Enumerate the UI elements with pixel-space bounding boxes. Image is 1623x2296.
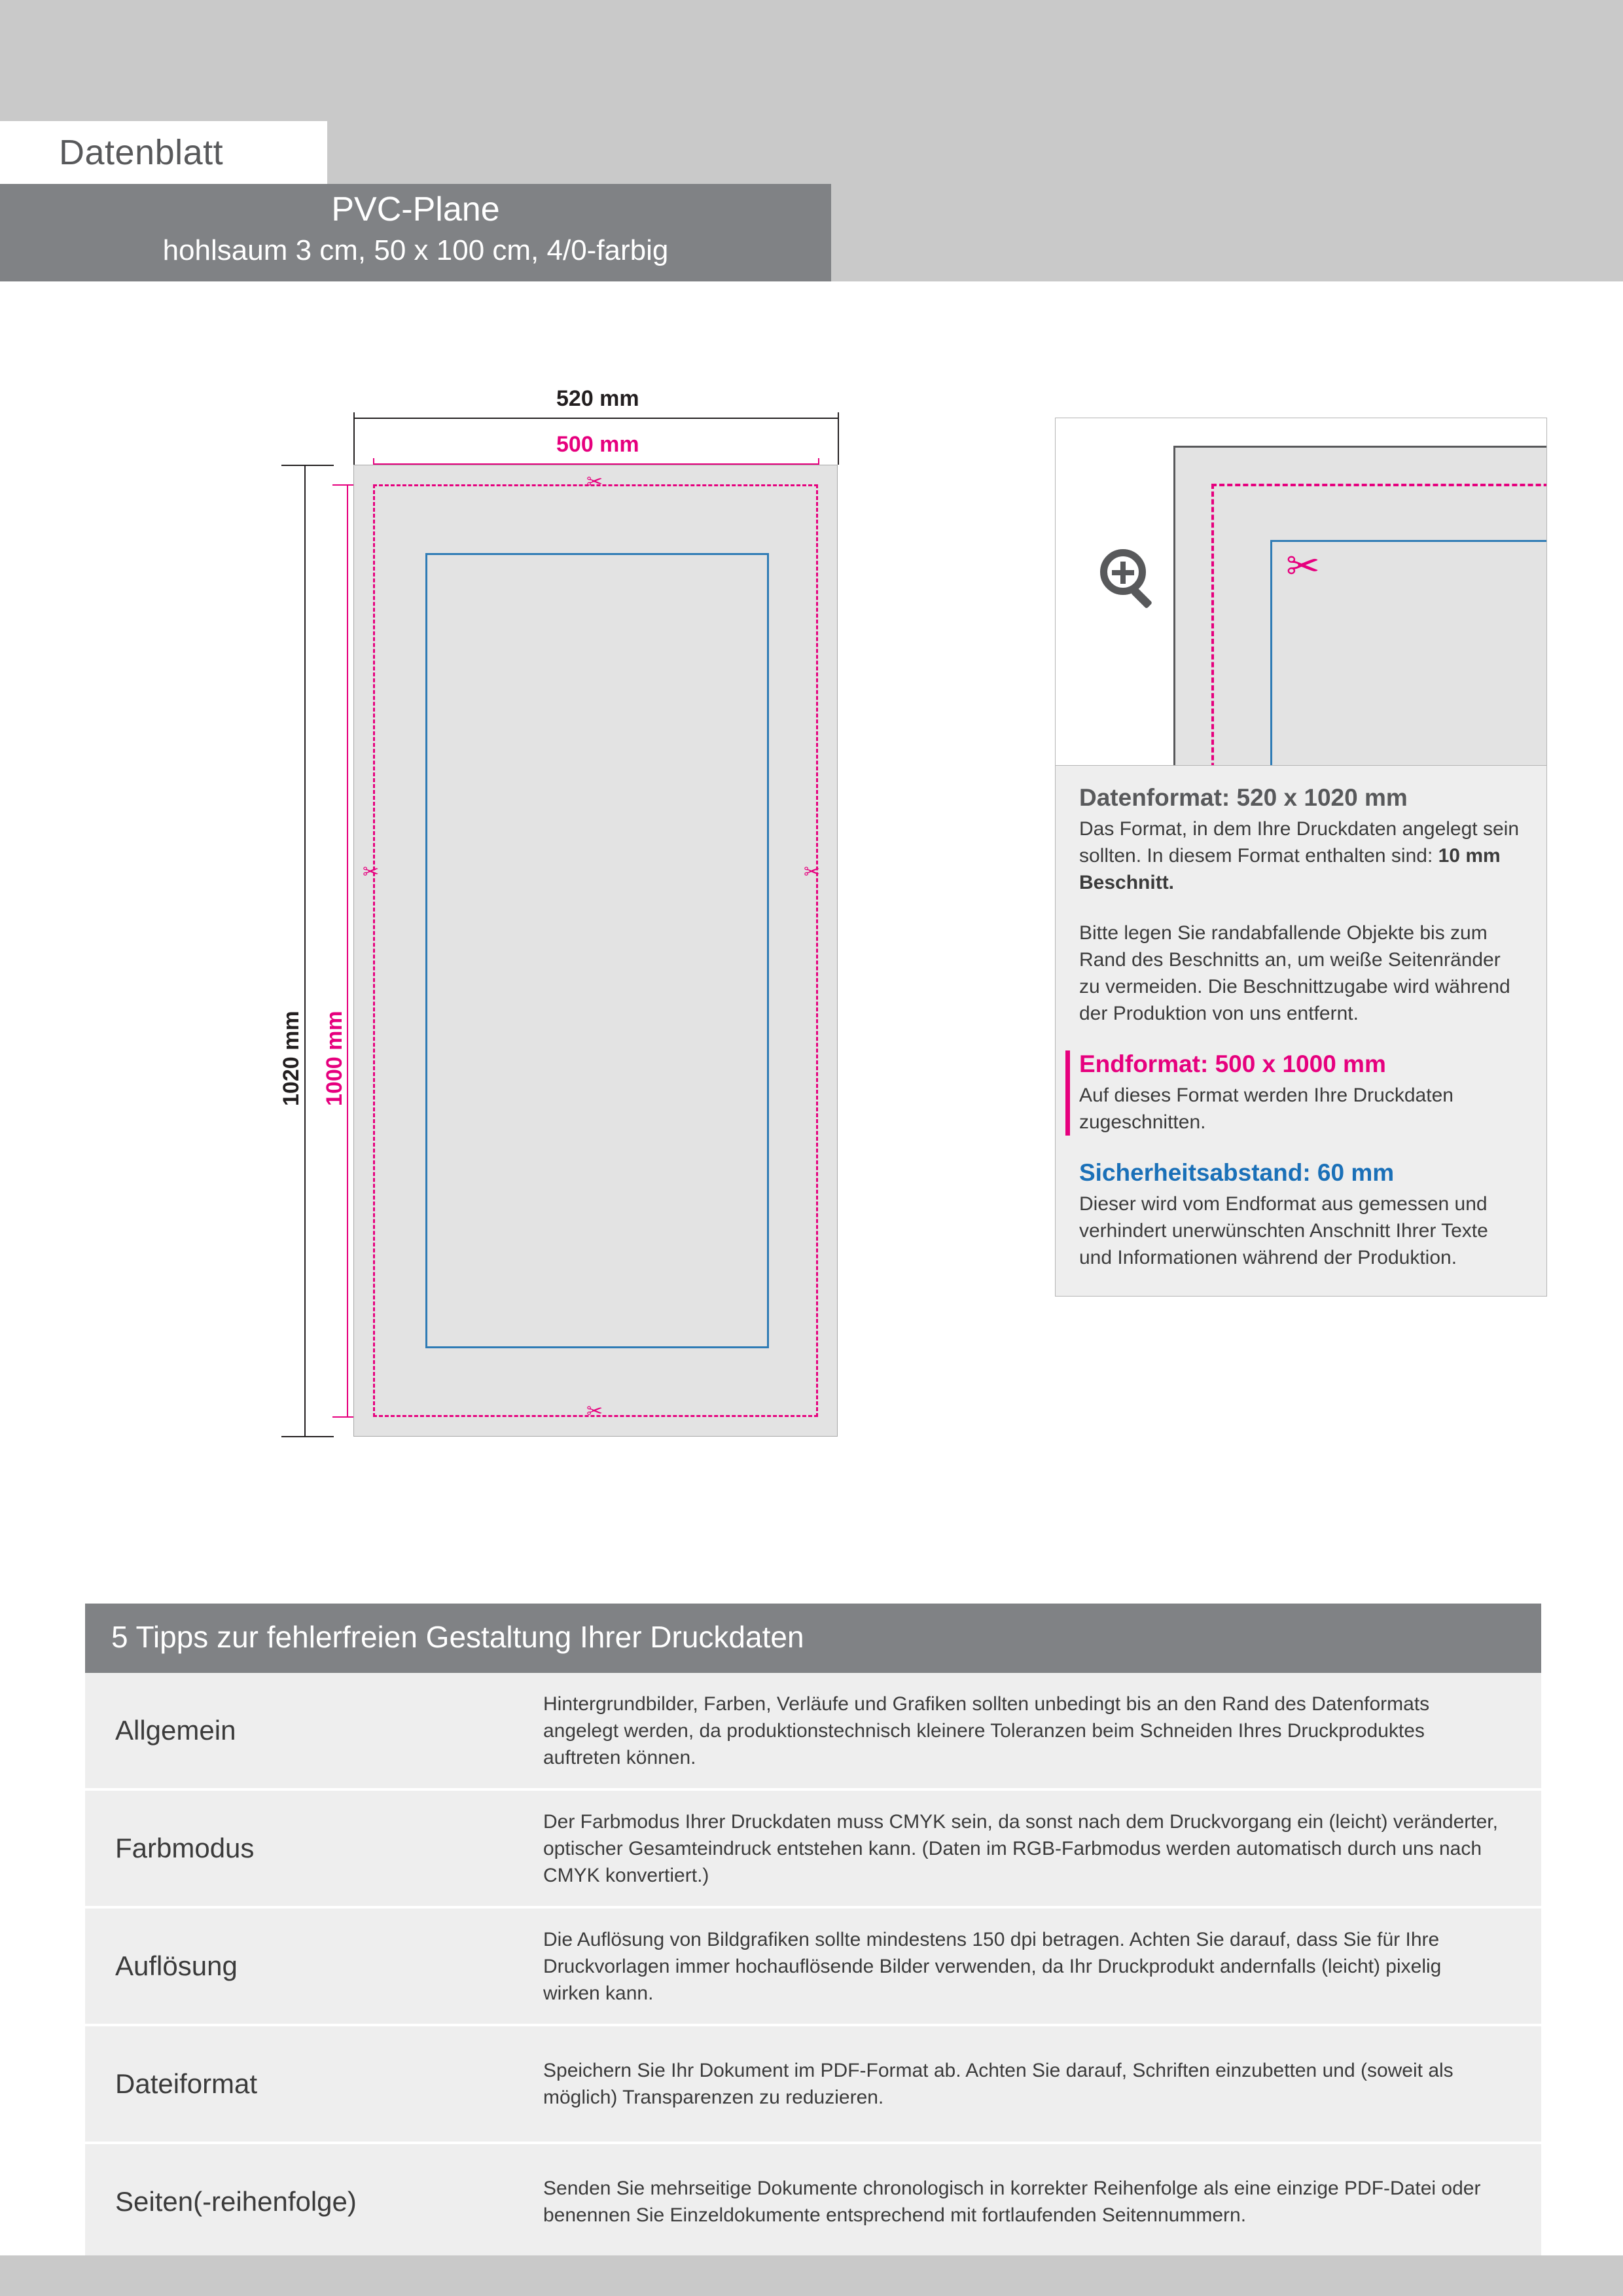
safety-distance-block — [1079, 1159, 1523, 1271]
datenblatt-label: Datenblatt — [59, 133, 224, 172]
table-row — [85, 2026, 1541, 2144]
table-row — [85, 1791, 1541, 1909]
datenblatt-tab — [0, 121, 327, 184]
tips-header: 5 Tipps zur fehlerfreien Gestaltung Ihrer Druckdaten — [85, 1604, 1541, 1673]
scissors-icon-bottom: ✂ — [586, 1401, 603, 1422]
scissors-icon-top: ✂ — [586, 471, 603, 493]
end-format-text: Auf dieses Format werden Ihre Druckdaten zugeschnitten. — [1079, 1085, 1454, 1133]
tip-label: Auflösung — [115, 1950, 238, 1981]
width-bleed-tick-left — [353, 412, 355, 465]
data-format-text-1: Das Format, in dem Ihre Druckdaten angelegt sein sollten. In diesem Format enthalten sind: — [1079, 818, 1519, 867]
footer-band — [0, 2255, 1623, 2296]
width-bleed-line — [353, 418, 839, 419]
data-format-bold: 10 mm Beschnitt. — [1079, 845, 1501, 893]
tip-text: Der Farbmodus Ihrer Druckdaten muss CMYK sein, da sonst nach dem Druckvorgang ein (leicht) veränderter, optischer Gesamteindruck entstehen kann. (Daten im RGB-Farbmodus werden automatisch durch uns nach CMYK konvertiert.) — [543, 1810, 1498, 1886]
width-bleed-label: 520 mm — [556, 386, 639, 411]
table-row — [85, 1909, 1541, 2026]
tip-text: Die Auflösung von Bildgrafiken sollte mindestens 150 dpi betragen. Achten Sie darauf, dass Sie für Ihre Druckvorlagen immer hochauflösende Bilder verwenden, da Ihr Druckprodukt andernfalls (leicht) pixelig wirken kann. — [543, 1928, 1442, 2004]
table-row — [85, 1673, 1541, 1791]
table-row — [85, 2144, 1541, 2259]
safety-frame — [425, 553, 769, 1348]
data-format-paragraph-1 — [1079, 816, 1523, 896]
end-format-block — [1065, 1050, 1523, 1136]
corner-preview — [1056, 418, 1546, 766]
magnifier-plus-icon — [1100, 549, 1160, 609]
height-bleed-tick-top — [281, 465, 334, 466]
scissors-icon-left: ✂ — [363, 861, 380, 883]
tip-label: Allgemein — [115, 1715, 236, 1746]
page-title: PVC-Plane — [331, 190, 500, 228]
safety-text: Dieser wird vom Endformat aus gemessen und verhindert unerwünschten Anschnitt Ihrer Texte und Informationen während der Produktion. — [1079, 1193, 1488, 1268]
tip-label: Dateiformat — [115, 2068, 258, 2099]
tip-text: Hintergrundbilder, Farben, Verläufe und Grafiken sollten unbedingt bis an den Rand des Datenformats angelegt werden, da produktionstechnisch kleinere Toleranzen beim Schneiden Ihres Druckproduktes auftreten können. — [543, 1693, 1430, 1768]
tip-label: Seiten(-reihenfolge) — [115, 2186, 357, 2217]
data-format-paragraph-2: Bitte legen Sie randabfallende Objekte bis zum Rand des Beschnitts an, um weiße Seitenränder zu vermeiden. Die Beschnittzugabe wird während der Produktion von uns entfernt. — [1079, 922, 1510, 1024]
height-final-line — [347, 484, 348, 1418]
height-bleed-tick-bottom — [281, 1436, 334, 1437]
format-diagram — [216, 386, 1001, 1440]
width-bleed-tick-right — [838, 412, 839, 465]
page-subtitle: hohlsaum 3 cm, 50 x 100 cm, 4/0-farbig — [162, 234, 669, 266]
tip-text: Speichern Sie Ihr Dokument im PDF-Format ab. Achten Sie darauf, Schriften einzubetten und (soweit als möglich) Transparenzen zu reduzieren. — [543, 2060, 1454, 2108]
title-block — [0, 184, 831, 281]
tip-label: Farbmodus — [115, 1833, 255, 1863]
safety-title: Sicherheitsabstand: 60 mm — [1079, 1159, 1395, 1186]
preview-scissors-icon: ✂ — [1286, 544, 1320, 589]
data-format-title: Datenformat: 520 x 1020 mm — [1079, 784, 1408, 811]
tip-text: Senden Sie mehrseitige Dokumente chronologisch in korrekter Reihenfolge als eine einzige PDF-Datei oder benennen Sie Einzeldokumente entsprechend mit fortlaufenden Seitennummern. — [543, 2178, 1481, 2226]
scissors-icon-right: ✂ — [804, 861, 821, 883]
width-final-label: 500 mm — [556, 432, 639, 457]
height-bleed-line — [304, 465, 306, 1437]
format-info-text — [1056, 766, 1546, 1296]
height-bleed-label: 1020 mm — [279, 1011, 304, 1106]
end-format-title: Endformat: 500 x 1000 mm — [1079, 1050, 1386, 1077]
tips-table — [85, 1604, 1541, 2259]
height-final-label: 1000 mm — [322, 1011, 347, 1106]
format-info-panel — [1055, 418, 1547, 1297]
